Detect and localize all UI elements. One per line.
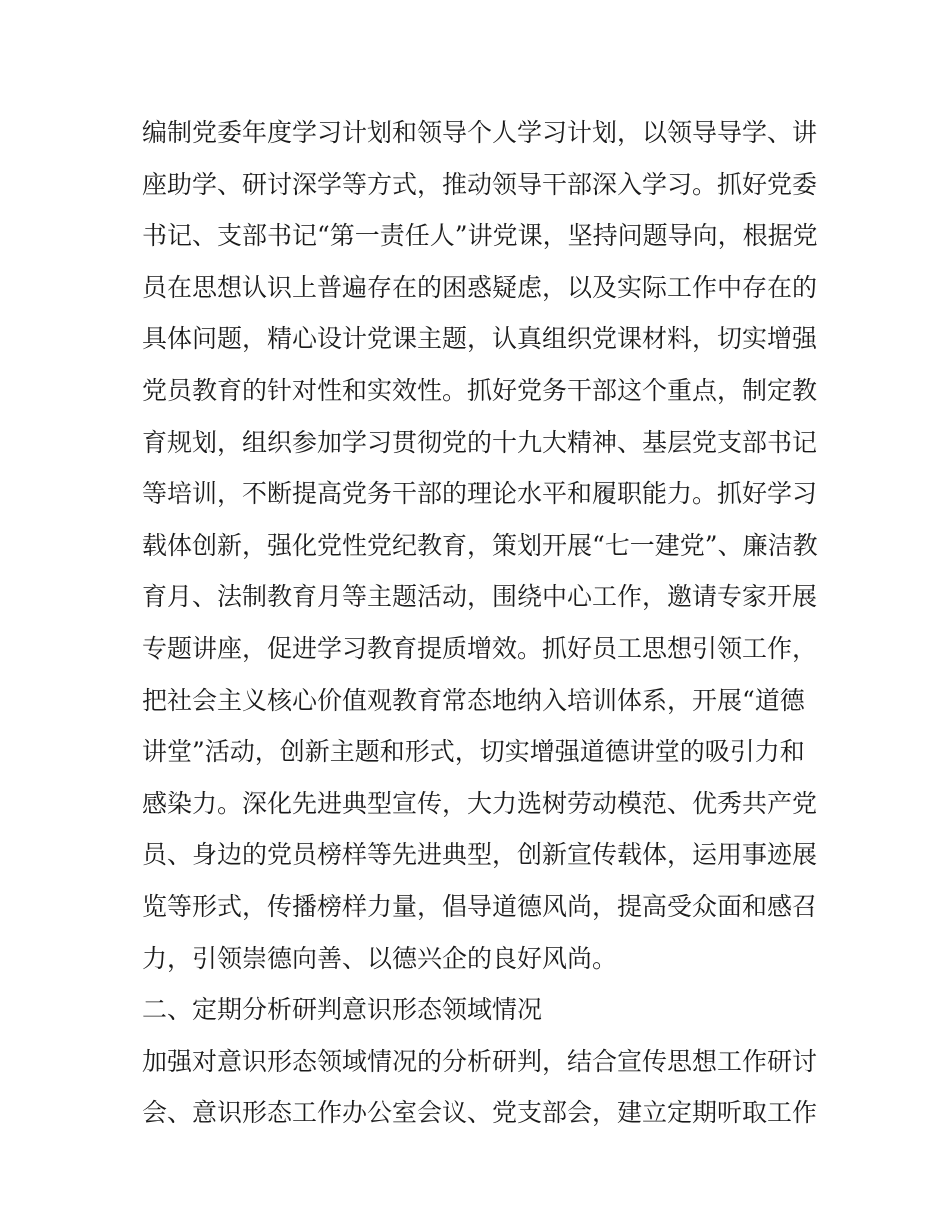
body-text [142,107,822,1139]
text-line: 员、身边的党员榜样等先进典型，创新宣传载体，运用事迹展 [142,840,818,870]
text-line: 力，引领崇德向善、以德兴企的良好风尚。 [142,943,618,973]
text-line: 书记、支部书记“第一责任人”讲党课，坚持问题导向，根据党 [142,221,818,251]
text-line: 等培训，不断提高党务干部的理论水平和履职能力。抓好学习 [142,479,818,509]
text-line: 载体创新，强化党性党纪教育，策划开展“七一建党”、廉洁教 [142,530,818,560]
text-line: 加强对意识形态领域情况的分析研判，结合宣传思想工作研讨 [142,1046,818,1076]
text-line: 编制党委年度学习计划和领导个人学习计划，以领导导学、讲 [142,118,818,147]
text-line: 把社会主义核心价值观教育常态地纳入培训体系，开展“道德 [142,685,805,715]
text-line: 讲堂”活动，创新主题和形式，切实增强道德讲堂的吸引力和 [142,737,805,767]
text-line: 具体问题，精心设计党课主题，认真组织党课材料，切实增强 [142,324,818,354]
text-line: 会、意识形态工作办公室会议、党支部会，建立定期听取工作 [142,1098,818,1128]
text-line: 育规划，组织参加学习贯彻党的十九大精神、基层党支部书记 [142,427,818,457]
text-line: 感染力。深化先进典型宣传，大力选树劳动模范、优秀共产党 [142,788,818,818]
text-line: 专题讲座，促进学习教育提质增效。抓好员工思想引领工作， [142,633,818,663]
text-line: 览等形式，传播榜样力量，倡导道德风尚，提高受众面和感召 [142,891,818,921]
text-line: 座助学、研讨深学等方式，推动领导干部深入学习。抓好党委 [142,169,818,199]
text-line: 党员教育的针对性和实效性。抓好党务干部这个重点，制定教 [142,375,818,405]
section-heading: 二、定期分析研判意识形态领域情况 [142,995,543,1025]
text-line: 育月、法制教育月等主题活动，围绕中心工作，邀请专家开展 [142,582,818,612]
text-line: 员在思想认识上普遍存在的困惑疑虑，以及实际工作中存在的 [142,272,818,302]
